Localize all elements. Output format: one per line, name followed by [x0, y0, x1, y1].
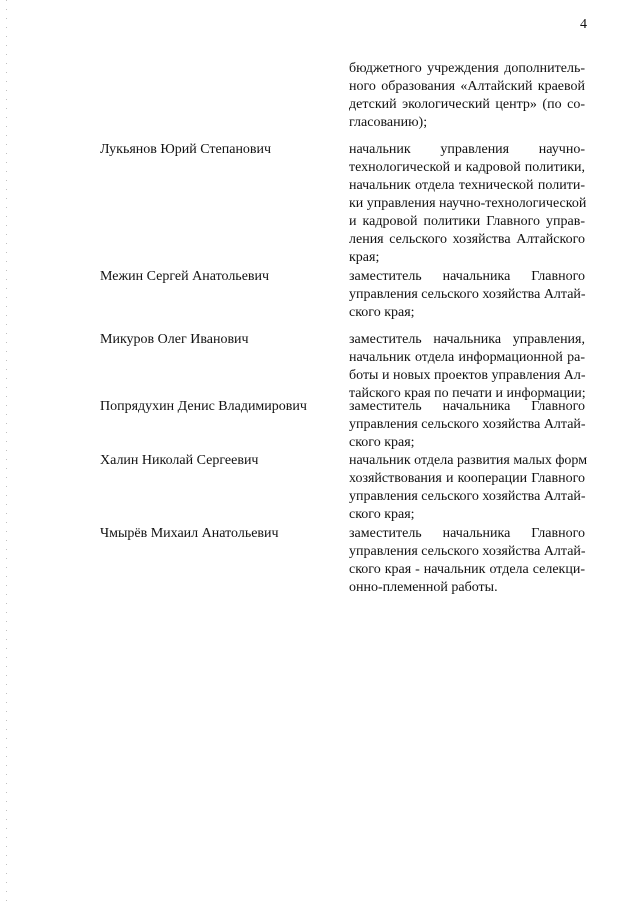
member-name: Халин Николай Сергеевич [100, 453, 259, 468]
member-role-line: управления сельского хозяйства Алтай- [349, 544, 586, 559]
member-role-line: тайского края по печати и информации; [349, 386, 586, 401]
member-role-line: технологической и кадровой политики, [349, 160, 585, 175]
continuation-line: детский экологический центр» (по со- [349, 97, 585, 112]
member-role-line: начальник управления научно- [349, 142, 585, 157]
member-name: Лукьянов Юрий Степанович [100, 142, 272, 157]
member-role-line: управления сельского хозяйства Алтай- [349, 287, 586, 302]
member-name: Межин Сергей Анатольевич [100, 269, 270, 284]
page-number: 4 [580, 17, 587, 32]
scan-edge-artifact [6, 0, 7, 905]
member-role-line: заместитель начальника Главного [349, 526, 585, 541]
member-role-line: ского края; [349, 507, 415, 522]
member-role-line: начальник отдела развития малых форм [349, 453, 588, 468]
member-role-line: ского края - начальник отдела селекци- [349, 562, 585, 577]
member-role-line: и кадровой политики Главного управ- [349, 214, 585, 229]
member-role-line: хозяйствования и кооперации Главного [349, 471, 585, 486]
member-role-line: ского края; [349, 435, 415, 450]
member-name: Попрядухин Денис Владимирович [100, 399, 307, 414]
member-role-line: управления сельского хозяйства Алтай- [349, 417, 586, 432]
continuation-line: бюджетного учреждения дополнитель- [349, 61, 585, 76]
member-role-line: начальник отдела информационной ра- [349, 350, 585, 365]
continuation-line: гласованию); [349, 115, 428, 130]
member-role-line: онно-племенной работы. [349, 580, 498, 595]
member-role-line: боты и новых проектов управления Ал- [349, 368, 586, 383]
member-role-line: края; [349, 250, 380, 265]
member-role-line: заместитель начальника Главного [349, 399, 585, 414]
member-role-line: ского края; [349, 305, 415, 320]
member-role-line: заместитель начальника управления, [349, 332, 585, 347]
member-role-line: ки управления научно-технологической [349, 196, 587, 211]
member-role-line: начальник отдела технической полити- [349, 178, 585, 193]
member-name: Чмырёв Михаил Анатольевич [100, 526, 279, 541]
continuation-line: ного образования «Алтайский краевой [349, 79, 585, 94]
member-role-line: ления сельского хозяйства Алтайского [349, 232, 585, 247]
member-role-line: заместитель начальника Главного [349, 269, 585, 284]
member-role-line: управления сельского хозяйства Алтай- [349, 489, 586, 504]
member-name: Микуров Олег Иванович [100, 332, 249, 347]
